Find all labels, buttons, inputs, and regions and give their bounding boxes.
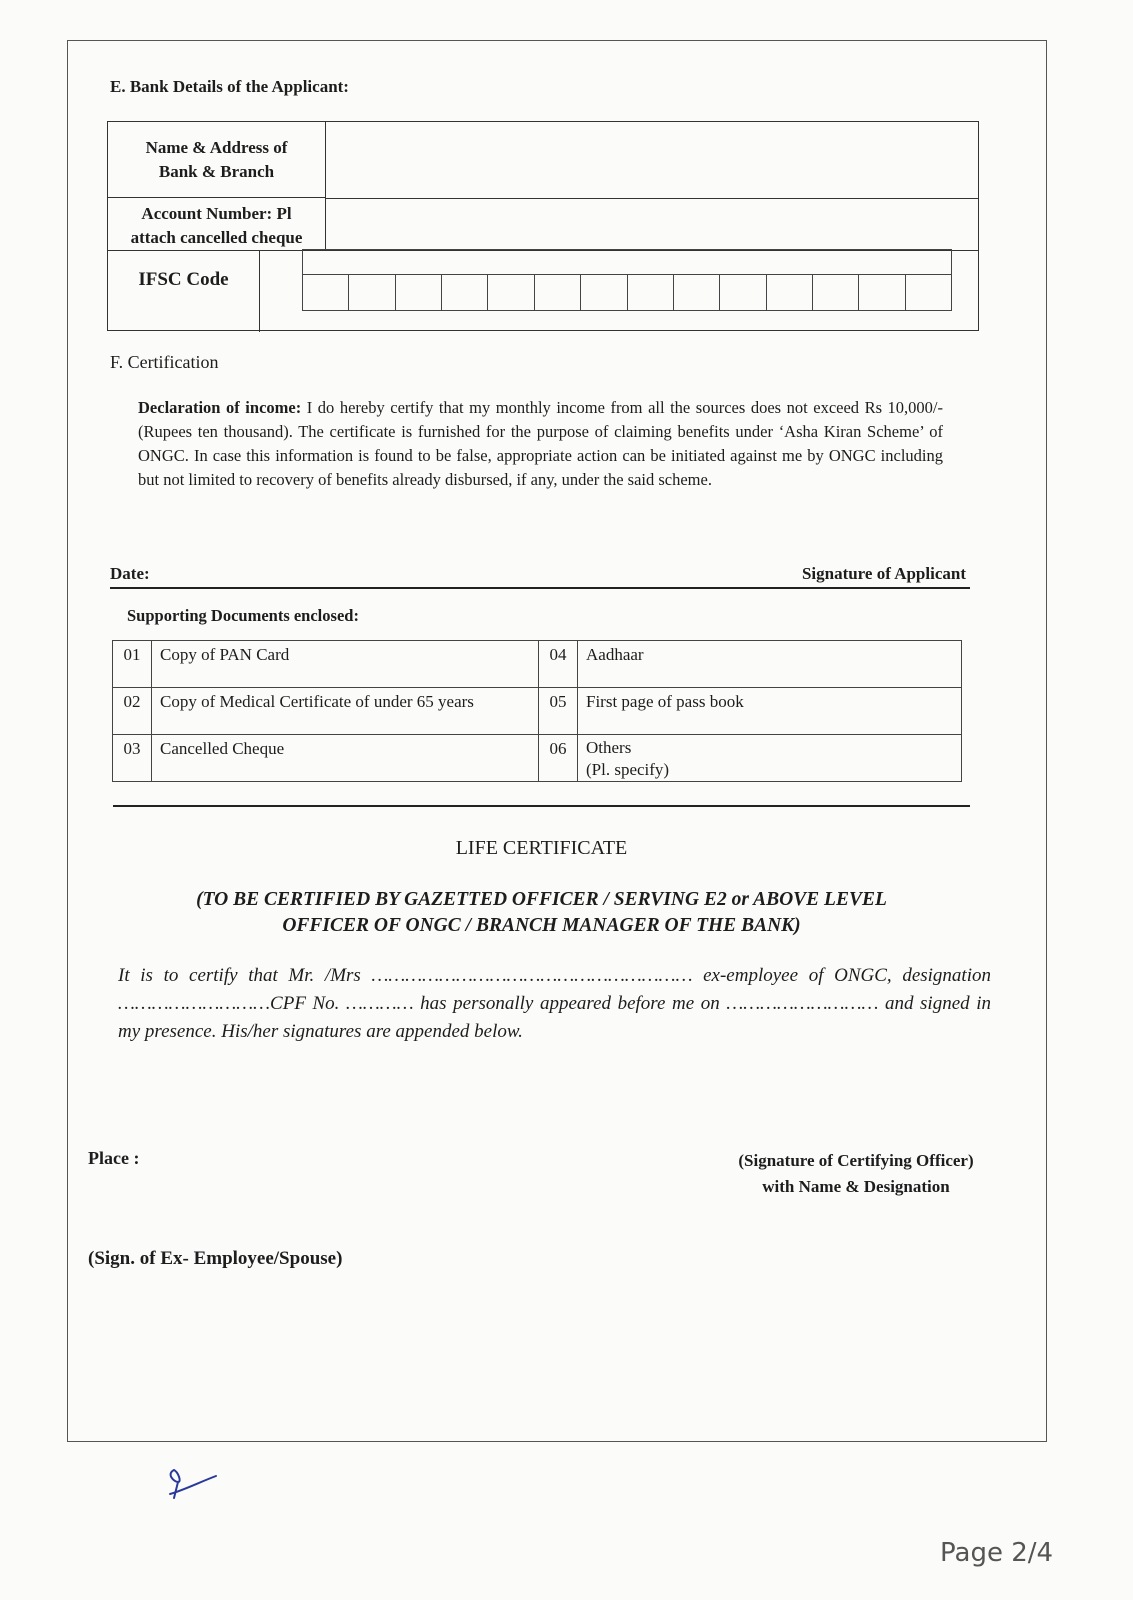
place-label: Place : (88, 1148, 140, 1168)
ifsc-char-box[interactable] (674, 275, 720, 311)
cheque-note-label: attach cancelled cheque (130, 228, 303, 247)
others-specify: (Pl. specify) (586, 760, 670, 779)
doc-name: Copy of PAN Card (152, 641, 539, 688)
ifsc-label-cell (108, 250, 260, 332)
ifsc-code-input[interactable] (302, 249, 952, 311)
ifsc-char-box[interactable] (396, 275, 442, 311)
supporting-docs-title: Supporting Documents enclosed: (127, 606, 359, 625)
ifsc-char-box[interactable] (442, 275, 488, 311)
doc-number: 02 (113, 688, 152, 735)
officer-sig-line-1: (Signature of Certifying Officer) (738, 1151, 974, 1170)
employee-signature-label: (Sign. of Ex- Employee/Spouse) (88, 1248, 343, 1269)
ifsc-char-box[interactable] (628, 275, 674, 311)
ifsc-char-box[interactable] (906, 275, 951, 311)
signature-line (110, 587, 970, 589)
doc-name-others (578, 735, 962, 782)
ifsc-char-box[interactable] (720, 275, 766, 311)
handwritten-initials-icon (160, 1468, 230, 1508)
table-row (113, 688, 962, 735)
ifsc-char-box[interactable] (535, 275, 581, 311)
doc-name: Copy of Medical Certificate of under 65 years (152, 688, 539, 735)
account-number-label-cell (108, 198, 326, 250)
doc-number: 03 (113, 735, 152, 782)
subtitle-line-1: (TO BE CERTIFIED BY GAZETTED OFFICER / SERVING E2 or ABOVE LEVEL (196, 889, 887, 910)
section-f-title: F. Certification (110, 352, 219, 372)
ifsc-char-box[interactable] (349, 275, 395, 311)
declaration-label: Declaration of income: (138, 398, 302, 417)
ifsc-char-box[interactable] (303, 275, 349, 311)
table-row (113, 641, 962, 688)
bank-name-field[interactable] (326, 122, 978, 198)
ifsc-char-box[interactable] (767, 275, 813, 311)
life-certificate-title: LIFE CERTIFICATE (455, 837, 628, 859)
supporting-docs-table (112, 640, 962, 782)
bank-name-label-cell (108, 122, 326, 198)
account-number-label: Account Number: Pl (141, 204, 292, 223)
applicant-signature-label: Signature of Applicant (801, 564, 966, 583)
account-number-field[interactable] (326, 198, 978, 250)
handwritten-page-number: Page 2/4 (940, 1538, 1054, 1568)
subtitle-line-2: OFFICER OF ONGC / BRANCH MANAGER OF THE BANK) (282, 915, 801, 936)
section-divider (113, 805, 970, 807)
doc-number: 06 (539, 735, 578, 782)
doc-name: First page of pass book (578, 688, 962, 735)
doc-name: Aadhaar (578, 641, 962, 688)
bank-name-label: Name & Address of (145, 138, 288, 157)
doc-number: 05 (539, 688, 578, 735)
life-certificate-subtitle (0, 887, 1083, 939)
bank-branch-label: Bank & Branch (158, 162, 275, 181)
ifsc-char-box[interactable] (813, 275, 859, 311)
others-label: Others (586, 738, 632, 757)
ifsc-char-box[interactable] (859, 275, 905, 311)
table-row (113, 735, 962, 782)
ifsc-top-strip (303, 250, 951, 275)
doc-number: 01 (113, 641, 152, 688)
doc-name: Cancelled Cheque (152, 735, 539, 782)
ifsc-label: IFSC Code (138, 269, 229, 290)
certifying-officer-signature (706, 1148, 1006, 1200)
life-certificate-body: It is to certify that Mr. /Mrs ………………………………………………… ex-employee of ONGC, designation ………………………CPF No. ………… has personally appeared before me on ……………………… and signed in my presence. His/her signatures are appended below. (118, 965, 991, 1042)
ifsc-char-box[interactable] (581, 275, 627, 311)
officer-sig-line-2: with Name & Designation (762, 1177, 950, 1196)
declaration-text: I do hereby certify that my monthly income from all the sources does not exceed Rs 10,000/- (Rupees ten thousand). The certificate is furnished for the purpose of claiming benefits under ‘Asha Kiran Scheme’ of ONGC. In case this information is found to be false, appropriate action can be initiated against me by ONGC including but not limited to recovery of benefits already disbursed, if any, under the said scheme. (138, 398, 944, 489)
section-e-title: E. Bank Details of the Applicant: (110, 77, 349, 96)
income-declaration (138, 396, 943, 492)
doc-number: 04 (539, 641, 578, 688)
date-label: Date: (110, 564, 150, 583)
ifsc-boxes (303, 275, 951, 311)
ifsc-char-box[interactable] (488, 275, 534, 311)
